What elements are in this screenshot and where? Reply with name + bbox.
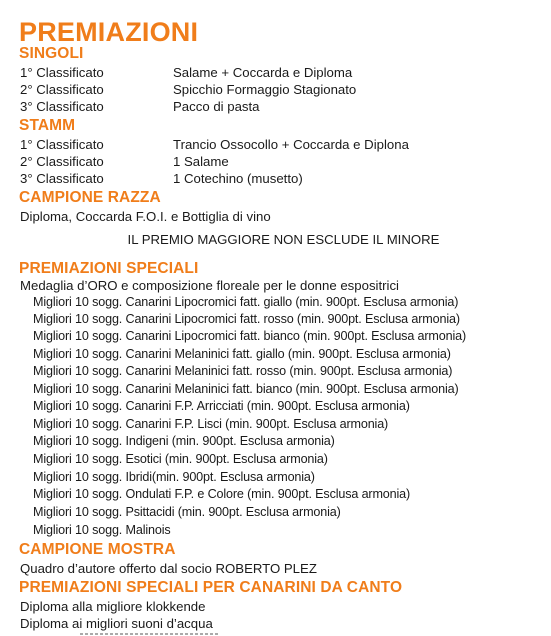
list-item: Migliori 10 sogg. Indigeni (min. 900pt. Esclusa armonia) bbox=[33, 434, 335, 448]
section-heading-campione-razza: CAMPIONE RAZZA bbox=[19, 189, 161, 206]
prize-label: Pacco di pasta bbox=[173, 99, 260, 114]
campione-mostra-text: Quadro d’autore offerto dal socio ROBERTO PLEZ bbox=[20, 561, 317, 576]
prize-label: 1 Salame bbox=[173, 154, 229, 169]
campione-razza-text: Diploma, Coccarda F.O.I. e Bottiglia di vino bbox=[20, 209, 271, 224]
list-item: Migliori 10 sogg. Canarini Lipocromici fatt. rosso (min. 900pt. Esclusa armonia) bbox=[33, 312, 460, 326]
premiazioni-speciali-intro: Medaglia d’ORO e composizione floreale per le donne espositrici bbox=[20, 278, 399, 293]
prize-label: Salame + Coccarda e Diploma bbox=[173, 65, 353, 80]
list-item: Diploma ai migliori suoni d’acqua bbox=[20, 616, 213, 631]
place-label: 2° Classificato bbox=[20, 154, 104, 169]
list-item: Migliori 10 sogg. Malinois bbox=[33, 523, 171, 537]
page-title: PREMIAZIONI bbox=[19, 17, 199, 47]
list-item: Migliori 10 sogg. Canarini F.P. Lisci (min. 900pt. Esclusa armonia) bbox=[33, 417, 389, 431]
prize-label: Trancio Ossocollo + Coccarda e Diplona bbox=[173, 137, 409, 152]
place-label: 1° Classificato bbox=[20, 65, 104, 80]
section-heading-canarini-canto: PREMIAZIONI SPECIALI PER CANARINI DA CANTO bbox=[19, 579, 403, 596]
section-heading-singoli: SINGOLI bbox=[19, 45, 84, 62]
section-heading-premiazioni-speciali: PREMIAZIONI SPECIALI bbox=[19, 260, 199, 277]
rule-note bbox=[0, 231, 551, 248]
list-item: Migliori 10 sogg. Psittacidi (min. 900pt. Esclusa armonia) bbox=[33, 505, 341, 519]
section-heading-campione-mostra: CAMPIONE MOSTRA bbox=[19, 541, 176, 558]
list-item: Diploma alla migliore klokkende bbox=[20, 599, 206, 614]
prize-label: Spicchio Formaggio Stagionato bbox=[173, 82, 357, 97]
list-item: Migliori 10 sogg. Esotici (min. 900pt. Esclusa armonia) bbox=[33, 452, 328, 466]
list-item: Migliori 10 sogg. Ondulati F.P. e Colore (min. 900pt. Esclusa armonia) bbox=[33, 487, 411, 501]
list-item: Migliori 10 sogg. Canarini Lipocromici fatt. giallo (min. 900pt. Esclusa armonia) bbox=[33, 295, 459, 309]
place-label: 2° Classificato bbox=[20, 82, 104, 97]
place-label: 3° Classificato bbox=[20, 99, 104, 114]
list-item: Migliori 10 sogg. Canarini F.P. Arricciati (min. 900pt. Esclusa armonia) bbox=[33, 399, 410, 413]
prize-label: 1 Cotechino (musetto) bbox=[173, 171, 303, 186]
list-item: Migliori 10 sogg. Canarini Melaninici fatt. rosso (min. 900pt. Esclusa armonia) bbox=[33, 364, 453, 378]
list-item: Migliori 10 sogg. Canarini Lipocromici fatt. bianco (min. 900pt. Esclusa armonia) bbox=[33, 329, 467, 343]
section-heading-stamm: STAMM bbox=[19, 117, 76, 134]
list-item: Migliori 10 sogg. Canarini Melaninici fatt. giallo (min. 900pt. Esclusa armonia) bbox=[33, 347, 451, 361]
cropped-text-line bbox=[20, 630, 220, 636]
list-item: Migliori 10 sogg. Ibridi(min. 900pt. Esclusa armonia) bbox=[33, 470, 315, 484]
list-item: Migliori 10 sogg. Canarini Melaninici fatt. bianco (min. 900pt. Esclusa armonia) bbox=[33, 382, 459, 396]
place-label: 1° Classificato bbox=[20, 137, 104, 152]
place-label: 3° Classificato bbox=[20, 171, 104, 186]
rule-note-text: IL PREMIO MAGGIORE NON ESCLUDE IL MINORE bbox=[127, 232, 440, 247]
